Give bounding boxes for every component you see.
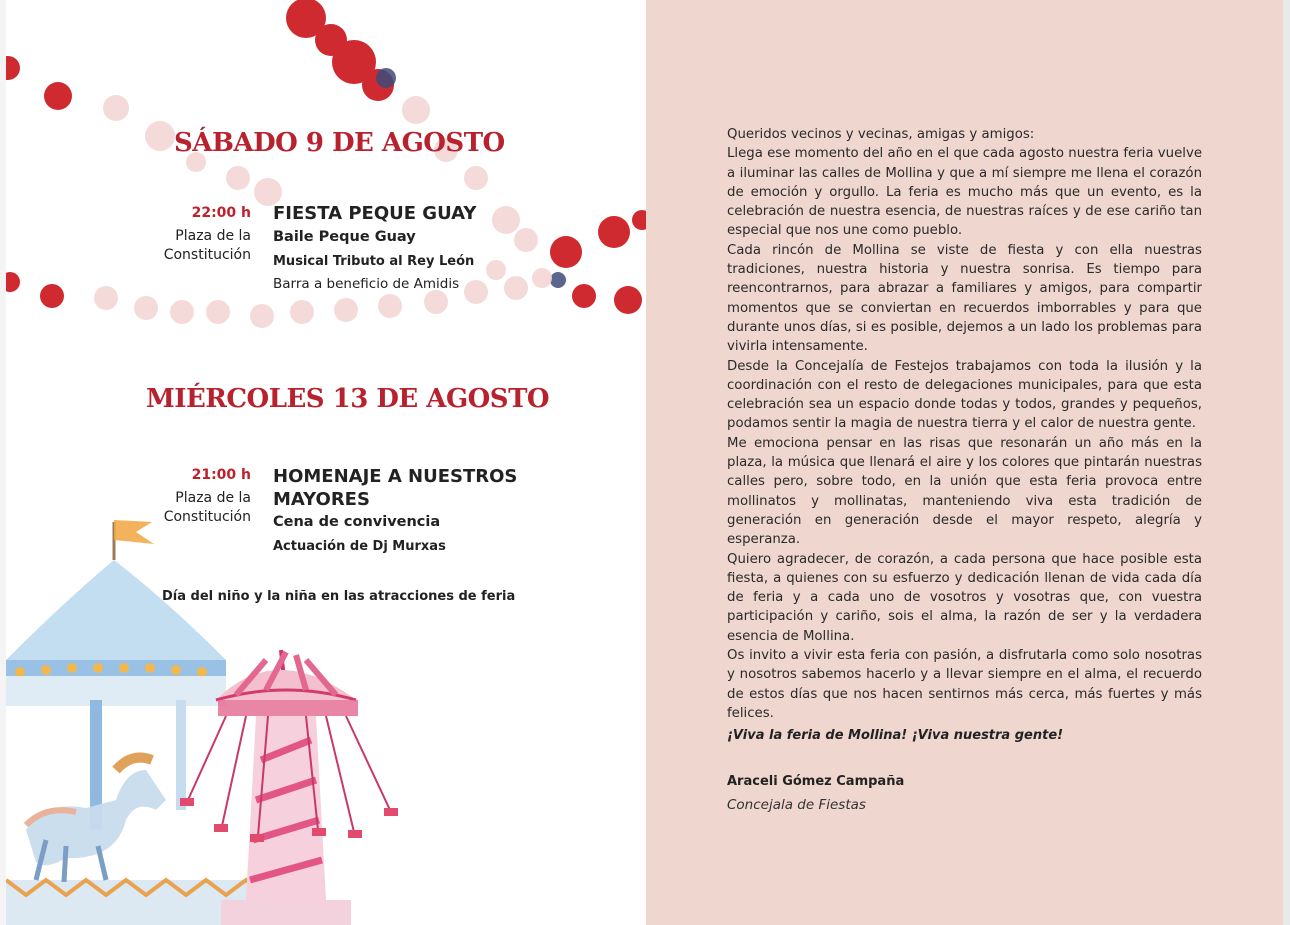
letter-paragraph-3: Desde la Concejalía de Festejos trabajamos con toda la ilusión y la coordinación con el resto de delegaciones municipales, para que esta celebración sea un espacio donde todas y todos, grandes y pequeños, podamos sentir la magia de nuestra tierra y el calor de nuestra gente. [727, 358, 1202, 432]
letter-paragraph-4: Me emociona pensar en las risas que resonarán un año más en la plaza, la música que llenará el aire y los colores que pintarán nuestras calles pero, sobre todo, en la unión que esta feria provoca entre mollinatos y mollinatas, manteniendo viva esta tradición de generación en generación desde el mayor respeto, alegría y esperanza. [727, 435, 1202, 548]
letter-paragraph-2: Cada rincón de Mollina se viste de fiesta y con ella nuestras tradiciones, nuestra historia y nuestra sonrisa. Es tiempo para reencontrarnos, para abrazar a familiares y amigos, para compartir momentos que se conviertan en recuerdos imborrables y para que durante unos días, si es posible, dejemos a un lado los problemas para vivirla intensamente. [727, 242, 1202, 355]
day1-title: SÁBADO 9 DE AGOSTO [174, 128, 505, 158]
day1-place-line1: Plaza de la [175, 228, 251, 244]
day1-place-line2: Constitución [163, 247, 251, 263]
day1-line2: Musical Tributo al Rey León [273, 254, 475, 269]
page-edge [1283, 0, 1290, 925]
letter-greeting: Queridos vecinos y vecinas, amigas y amigos: [727, 127, 1035, 142]
day2-event-title [273, 465, 517, 511]
day2-event-title-line1: HOMENAJE A NUESTROS [273, 466, 518, 487]
day2-title: MIÉRCOLES 13 DE AGOSTO [146, 384, 550, 414]
day1-line3: Barra a beneficio de Amidis [273, 276, 460, 292]
day2-place-line2: Constitución [163, 509, 251, 525]
day1-line1: Baile Peque Guay [273, 229, 416, 245]
schedule-page [6, 0, 646, 925]
signature-name: Araceli Gómez Campaña [727, 774, 905, 789]
letter-paragraph-6: Os invito a vivir esta feria con pasión, a disfrutarla como solo nosotras y nosotros sabemos hacerlo y a llevar siempre en el alma, el recuerdo de estos días que nos hacen sentirnos más cerca, más fuertes y más felices. [727, 648, 1202, 721]
signature-role: Concejala de Fiestas [727, 797, 866, 813]
letter-paragraph-1: Llega ese momento del año en el que cada agosto nuestra feria vuelve a iluminar las calles de Mollina y que a mí siempre me llena el corazón de emoción y orgullo. La feria es mucho más que un evento, es la celebración de nuestra esencia, de nuestras raíces y de ese cariño tan especial que nos une como pueblo. [727, 146, 1202, 239]
day2-note: Día del niño y la niña en las atracciones de feria [162, 589, 516, 604]
day1-event-title: FIESTA PEQUE GUAY [273, 203, 477, 224]
day2-place-line1: Plaza de la [175, 490, 251, 506]
letter-paragraph-5: Quiero agradecer, de corazón, a cada persona que hace posible esta fiesta, a quienes con su esfuerzo y dedicación llenan de vida cada día de feria y a cada uno de vosotros y vosotras que, con vuestra participación y cariño, sois el alma, la razón de ser y la verdadera esencia de Mollina. [727, 551, 1202, 644]
day2-place [131, 489, 251, 527]
day2-time: 21:00 h [191, 467, 251, 483]
letter-body [727, 125, 1202, 723]
day1-place [131, 227, 251, 265]
day2-event-title-line2: MAYORES [273, 489, 370, 510]
day2-line1: Cena de convivencia [273, 514, 441, 530]
letter-closing: ¡Viva la feria de Mollina! ¡Viva nuestra gente! [727, 728, 1064, 743]
day2-line2: Actuación de Dj Murxas [273, 539, 446, 554]
day1-time: 22:00 h [191, 205, 251, 221]
